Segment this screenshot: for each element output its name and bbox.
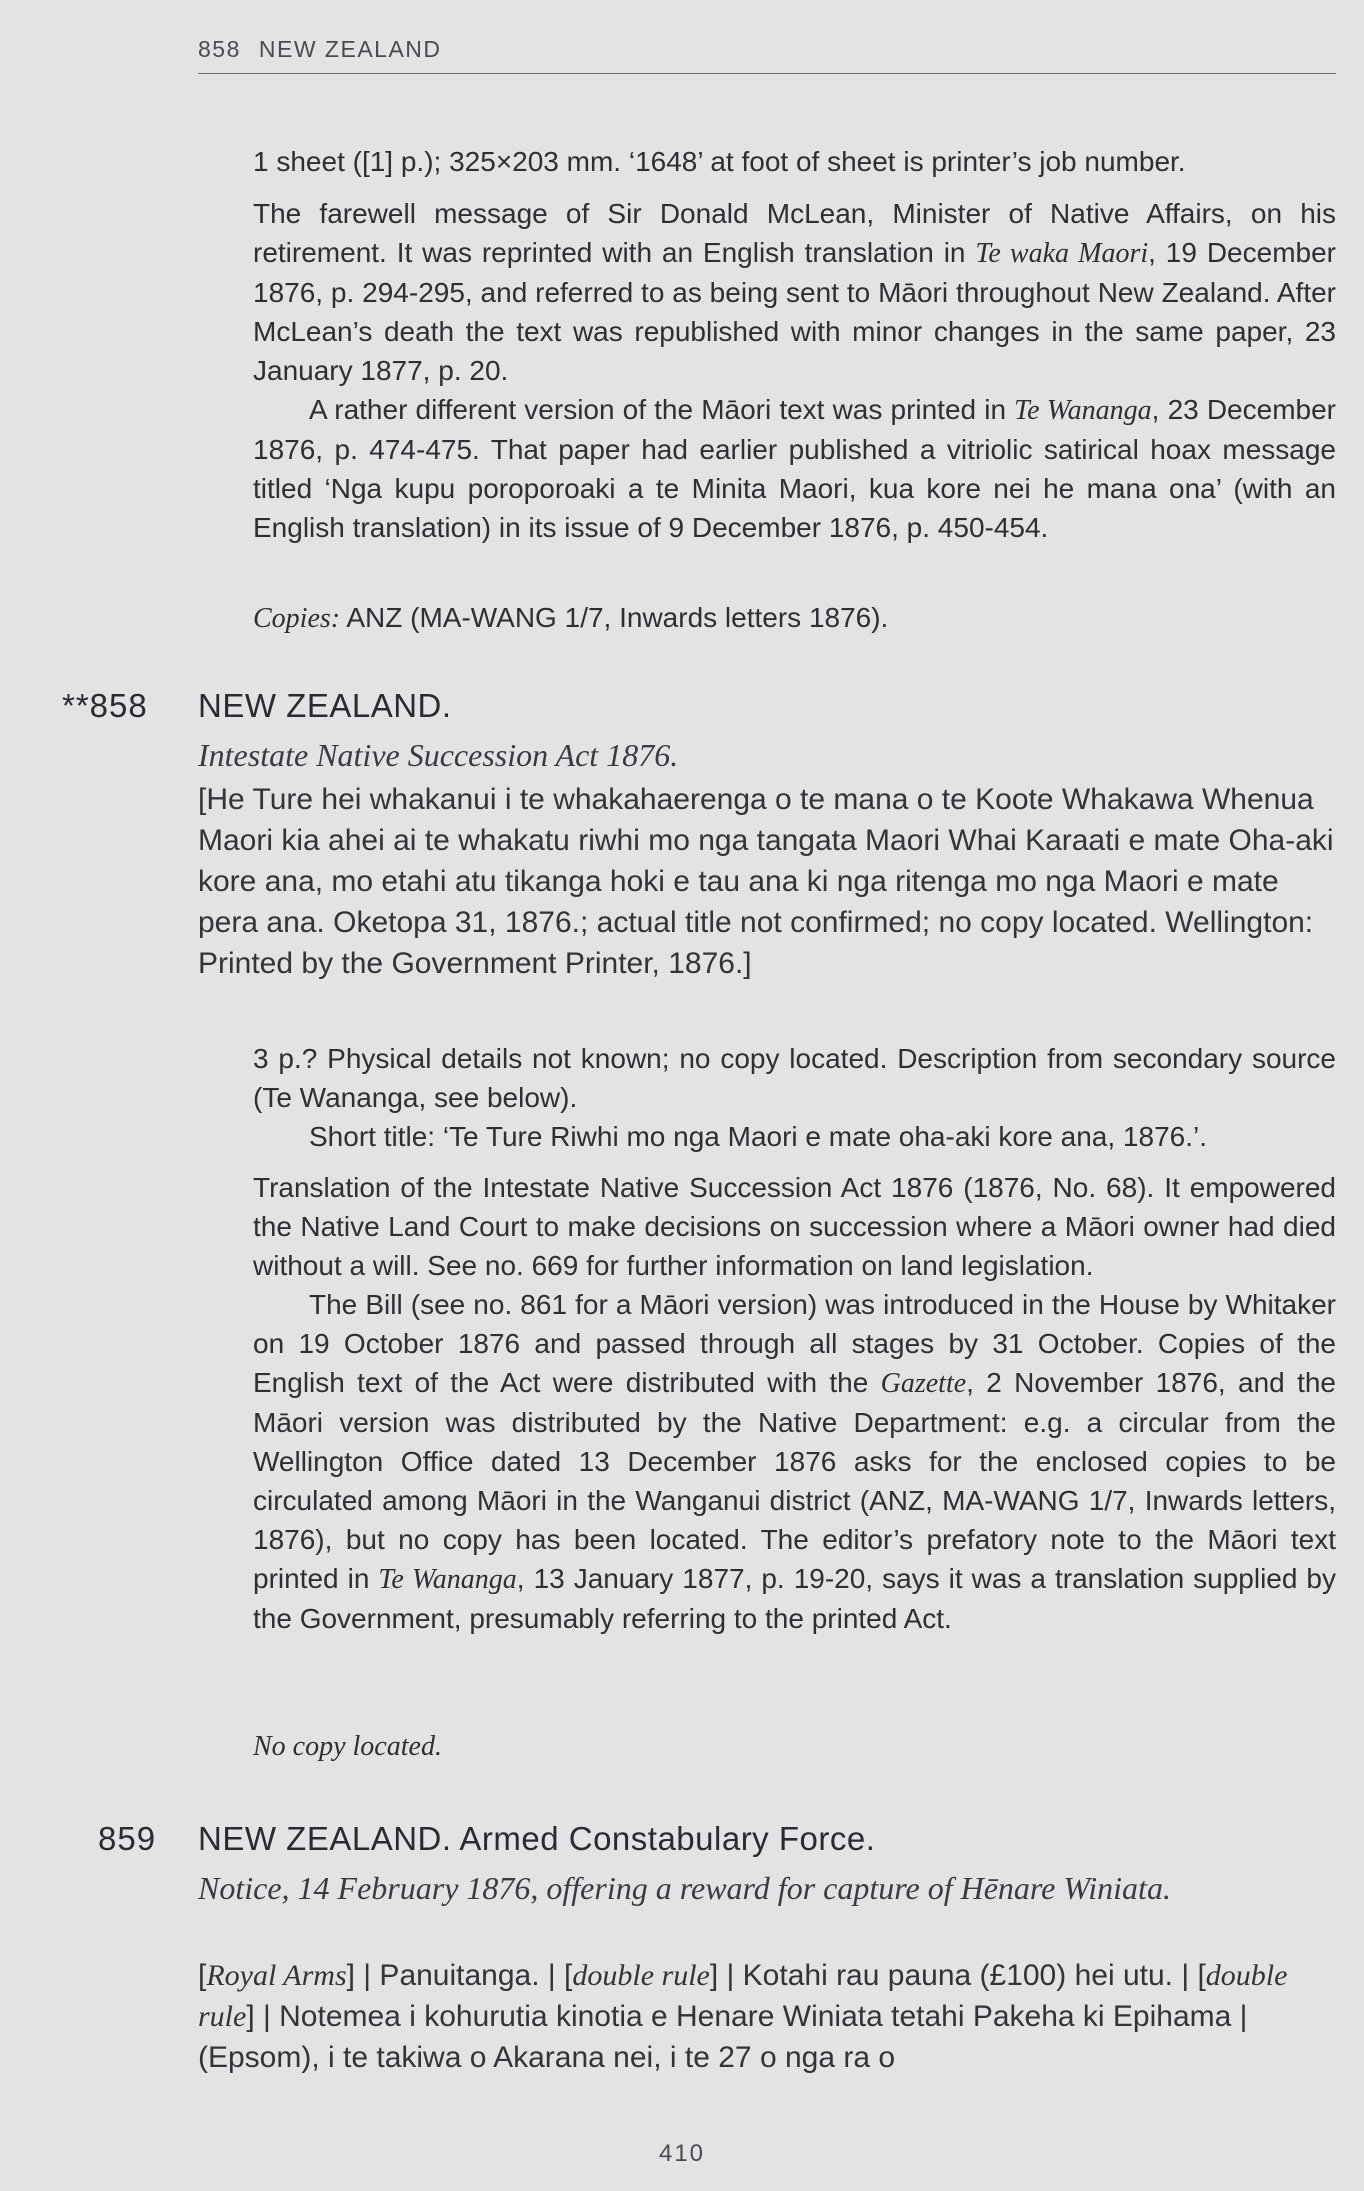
entry-number: 859 <box>98 1820 157 1857</box>
header-title: NEW ZEALAND <box>258 36 442 62</box>
entry-notes <box>253 1168 1336 1638</box>
previous-entry-copies: Copies: ANZ (MA-WANG 1/7, Inwards letters 1876). <box>253 602 889 634</box>
previous-entry-note-1: The farewell message of Sir Donald McLean, Minister of Native Affairs, on his retirement. It was reprinted with an English translation in Te waka Maori, 19 December 1876, p. 294-295, and referred to as being sent to Māori throughout New Zealand. After McLean’s death the text was republished with minor changes in the same paper, 23 January 1877, p. 20. <box>253 198 1336 386</box>
entry-no-copy: No copy located. <box>253 1731 442 1762</box>
entry-heading: NEW ZEALAND. <box>198 687 452 724</box>
entry-subtitle: Intestate Native Succession Act 1876. <box>198 737 679 773</box>
entry-transcription: [He Ture hei whakanui i te whakahaerenga o te mana o te Koote Whakawa Whenua Maori kia ahei ai te whakatu riwhi mo nga tangata Maori Whai Karaati e mate Oha-aki kore ana, mo etahi atu tikanga hoki e tau ana ki nga ritenga mo nga Maori e mate pera ana. Oketopa 31, 1876.; actual title not confirmed; no copy located. Wellington: Printed by the Government Printer, 1876.] <box>198 783 1334 980</box>
page-number: 410 <box>658 2140 706 2167</box>
previous-entry-physical: 1 sheet ([1] p.); 325×203 mm. ‘1648’ at foot of sheet is printer’s job number. <box>253 146 1186 177</box>
entry-note-2: The Bill (see no. 861 for a Māori version) was introduced in the House by Whitaker on 19 October 1876 and passed through all stages by 31 October. Copies of the English text of the Act were distributed with the Gazette, 2 November 1876, and the Māori version was distributed by the Native Department: e.g. a circular from the Wellington Office dated 13 December 1876 asks for the enclosed copies to be circulated among Māori in the Wanganui district (ANZ, MA-WANG 1/7, Inwards letters, 1876), but no copy has been located. The editor’s prefatory note to the Māori text printed in Te Wananga, 13 January 1877, p. 19-20, says it was a translation supplied by the Government, presumably referring to the printed Act. <box>253 1289 1337 1634</box>
entry-physical: 3 p.? Physical details not known; no copy located. Description from secondary source (Te Wananga, see below). Short title: ‘Te Ture Riwhi mo nga Maori e mate oha-aki kore ana, 1876.’. <box>253 1039 1336 1156</box>
entry-number: **858 <box>62 687 148 724</box>
running-header <box>198 36 1336 74</box>
entry-note-1: Translation of the Intestate Native Succession Act 1876 (1876, No. 68). It empowered the Native Land Court to make decisions on succession where a Māori owner had died without a will. See no. 669 for further information on land legislation. <box>253 1172 1336 1281</box>
header-entry-number: 858 <box>198 36 241 62</box>
entry-short-title: Short title: ‘Te Ture Riwhi mo nga Maori e mate oha-aki kore ana, 1876.’. <box>309 1121 1207 1152</box>
entry-transcription: [Royal Arms] | Panuitanga. | [double rule] | Kotahi rau pauna (£100) hei utu. | [double rule] | Notemea i kohurutia kinotia e Henare Winiata tetahi Pakeha ki Epihama | (Epsom), i te takiwa o Akarana nei, i te 27 o nga ra o <box>198 1959 1288 2074</box>
previous-entry-note-2: A rather different version of the Māori text was printed in Te Wananga, 23 December 1876, p. 474-475. That paper had earlier published a vitriolic satirical hoax message titled ‘Nga kupu poroporoaki a te Minita Maori, kua kore nei he mana ona’ (with an English translation) in its issue of 9 December 1876, p. 450-454. <box>253 394 1336 543</box>
entry-heading: NEW ZEALAND. Armed Constabulary Force. <box>198 1820 876 1857</box>
entry-subtitle: Notice, 14 February 1876, offering a reward for capture of Hēnare Winiata. <box>198 1870 1171 1906</box>
previous-entry-notes <box>253 194 1336 547</box>
